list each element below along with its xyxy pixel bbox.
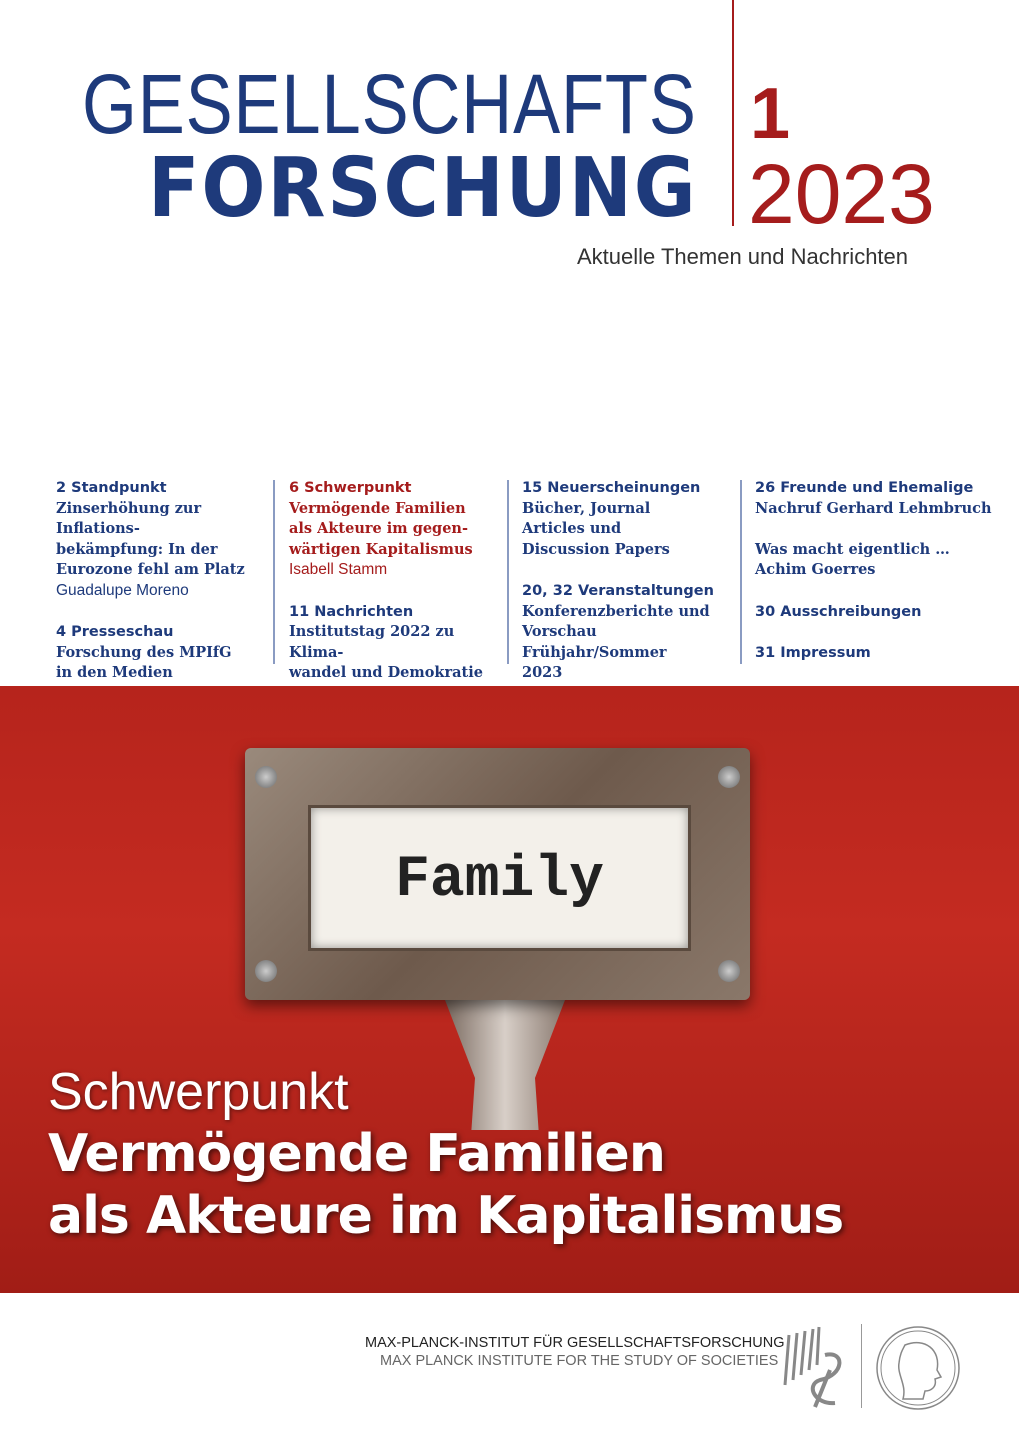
toc-heading[interactable]: 2 Standpunkt [56, 480, 167, 496]
toc-heading[interactable]: 4 Presseschau [56, 624, 174, 641]
issue-year: 2023 [748, 147, 935, 241]
toc-heading[interactable]: 30 Ausschreibungen [755, 603, 922, 620]
drawer-handle [445, 1000, 565, 1130]
toc-column-1 [56, 478, 271, 684]
toc-column-4 [755, 478, 1005, 663]
toc-heading[interactable]: 26 Freunde und Ehemalige [755, 480, 974, 496]
issue-number: 1 [750, 74, 791, 154]
cover-kicker: Schwerpunkt [48, 1063, 349, 1121]
toc-body: Forschung des MPIfG in den Medien [56, 643, 232, 682]
label-holder [245, 748, 750, 1000]
label-card [308, 805, 691, 951]
toc-divider [507, 480, 509, 664]
toc-body: Zinserhöhung zur Inflations- bekämpfung: In der Eurozone fehl am Platz [56, 499, 245, 579]
toc-body: Vermögende Familien als Akteure im gegen- wärtigen Kapitalismus [289, 499, 473, 558]
minerva-seal-icon [875, 1325, 961, 1411]
toc-body: Konferenzberichte und Vorschau Frühjahr/Sommer 2023 [522, 602, 710, 682]
masthead-divider [732, 0, 734, 226]
label-card-text: Family [395, 848, 604, 913]
toc-heading[interactable]: 20, 32 Veranstaltungen [522, 582, 714, 599]
toc-column-3 [522, 478, 737, 684]
masthead-subtitle: Aktuelle Themen und Nachrichten [577, 244, 909, 269]
toc-body: Nachruf Gerhard Lehmbruch [755, 499, 992, 517]
screw-icon [255, 766, 277, 788]
institute-name-en: MAX PLANCK INSTITUTE FOR THE STUDY OF SOCIETIES [380, 1353, 779, 1369]
screw-icon [718, 766, 740, 788]
screw-icon [718, 960, 740, 982]
mpifg-logo-icon [775, 1325, 855, 1410]
masthead-line1: GESELLSCHAFTS [82, 57, 697, 151]
toc-body: Institutstag 2022 zu Klima- wandel und Demokratie [289, 623, 483, 682]
institute-name-de: MAX-PLANCK-INSTITUT FÜR GESELLSCHAFTSFORSCHUNG [365, 1335, 785, 1351]
toc-heading[interactable]: 11 Nachrichten [289, 603, 414, 620]
footer-divider [861, 1324, 862, 1408]
toc-heading[interactable]: 15 Neuerscheinungen [522, 480, 701, 496]
cover-headline-line2: als Akteure im Kapitalismus [48, 1186, 844, 1246]
toc-heading[interactable]: 31 Impressum [755, 644, 871, 661]
toc-body: Bücher, Journal Articles und Discussion Papers [522, 499, 670, 558]
toc-divider [273, 480, 275, 664]
toc-column-2 [289, 478, 504, 684]
toc-author: Guadalupe Moreno [56, 581, 189, 599]
screw-icon [255, 960, 277, 982]
masthead-line2: FORSCHUNG [148, 141, 698, 236]
toc-heading[interactable]: 6 Schwerpunkt [289, 480, 412, 496]
toc-divider [740, 480, 742, 664]
cover-headline-line1: Vermögende Familien [48, 1124, 665, 1184]
toc-author: Isabell Stamm [289, 561, 388, 579]
cover-photo [0, 686, 1019, 1293]
toc-body: Was macht eigentlich … Achim Goerres [755, 540, 950, 579]
